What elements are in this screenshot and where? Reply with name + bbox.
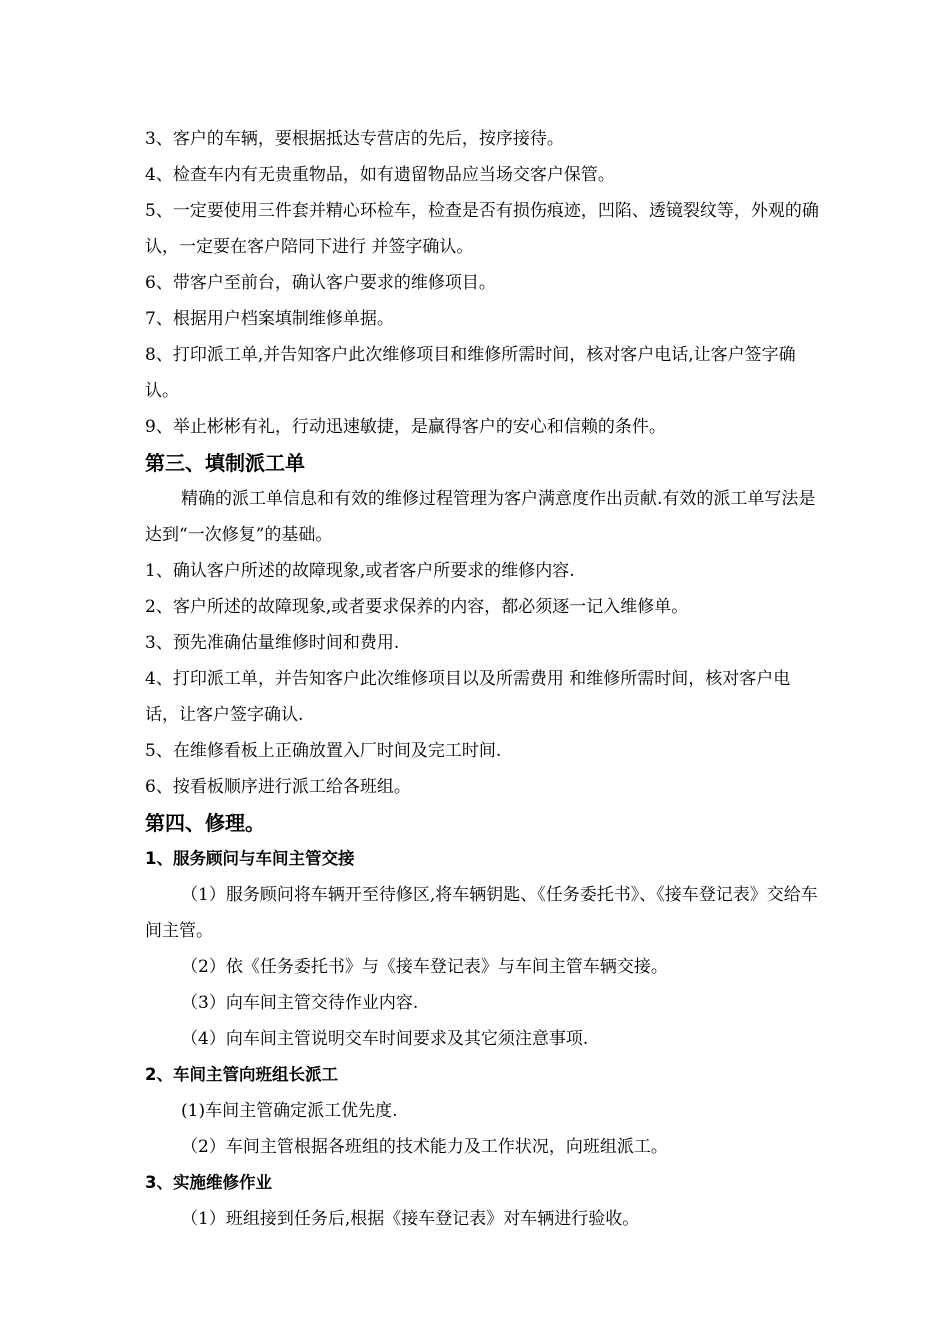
list-item: （2）依《任务委托书》与《接车登记表》与车间主管车辆交接。 xyxy=(181,957,668,977)
list-item: （2）车间主管根据各班组的技术能力及工作状况，向班组派工。 xyxy=(181,1137,668,1157)
section-heading: 第三、填制派工单 xyxy=(145,451,305,475)
list-item: 6、带客户至前台，确认客户要求的维修项目。 xyxy=(145,273,496,293)
list-item: 2、客户所述的故障现象,或者要求保养的内容，都必须逐一记入维修单。 xyxy=(145,597,689,617)
section-heading: 第四、修理。 xyxy=(145,811,265,835)
list-item: 8、打印派工单,并告知客户此次维修项目和维修所需时间，核对客户电话,让客户签字确认。 xyxy=(145,345,796,401)
list-item: （4）向车间主管说明交车时间要求及其它须注意事项. xyxy=(181,1029,589,1049)
list-item: 4、打印派工单，并告知客户此次维修项目以及所需费用 和维修所需时间，核对客户电话，让客户签字确认. xyxy=(145,669,791,725)
list-item: 3、客户的车辆，要根据抵达专营店的先后，按序接待。 xyxy=(145,129,564,149)
subsection-heading: 2、车间主管向班组长派工 xyxy=(145,1065,338,1084)
list-item: 6、按看板顺序进行派工给各班组。 xyxy=(145,777,411,797)
list-item: （1）班组接到任务后,根据《接车登记表》对车辆进行验收。 xyxy=(181,1209,640,1229)
subsection-heading: 1、服务顾问与车间主管交接 xyxy=(145,849,355,868)
list-item: 9、举止彬彬有礼，行动迅速敏捷，是赢得客户的安心和信赖的条件。 xyxy=(145,417,666,437)
list-item: 5、在维修看板上正确放置入厂时间及完工时间. xyxy=(145,741,502,761)
section-intro: 精确的派工单信息和有效的维修过程管理为客户满意度作出贡献.有效的派工单写法是达到“一次修复”的基础。 xyxy=(145,489,816,545)
list-item: (1)车间主管确定派工优先度. xyxy=(181,1101,398,1121)
list-item: 1、确认客户所述的故障现象,或者客户所要求的维修内容. xyxy=(145,561,575,581)
list-item: 4、检查车内有无贵重物品，如有遗留物品应当场交客户保管。 xyxy=(145,165,615,185)
subsection-heading: 3、实施维修作业 xyxy=(145,1173,272,1192)
list-item: 7、根据用户档案填制维修单据。 xyxy=(145,309,394,329)
list-item: 5、一定要使用三件套并精心环检车，检查是否有损伤痕迹，凹陷、透镜裂纹等，外观的确认，一定要在客户陪同下进行 并签字确认。 xyxy=(145,201,819,257)
list-item: （3）向车间主管交待作业内容. xyxy=(181,993,419,1013)
document-body xyxy=(145,121,820,1237)
list-item: 3、预先准确估量维修时间和费用. xyxy=(145,633,400,653)
list-item: （1）服务顾问将车辆开至待修区,将车辆钥匙、《任务委托书》、《接车登记表》交给车间主管。 xyxy=(145,885,818,941)
